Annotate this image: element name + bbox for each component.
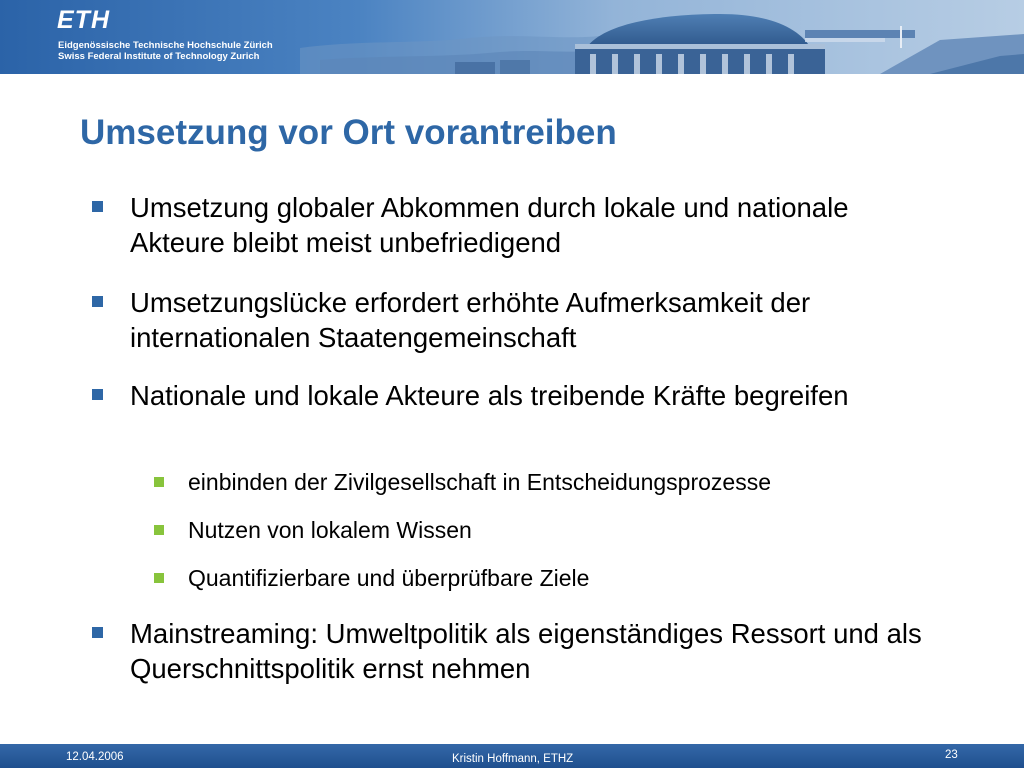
institution-name-en: Swiss Federal Institute of Technology Zurich [58,51,260,62]
eth-logo[interactable]: ETH [57,6,110,34]
bullet-text: Umsetzungslücke erfordert erhöhte Aufmerksamkeit der internationalen Staatengemeinschaft [130,287,811,353]
square-bullet-icon [92,389,103,400]
square-bullet-icon [92,296,103,307]
sub-bullet-item [188,516,472,544]
sub-bullet-text: Nutzen von lokalem Wissen [188,517,472,543]
sub-bullet-text: Quantifizierbare und überprüfbare Ziele [188,565,590,591]
sub-bullet-item [188,468,771,496]
square-bullet-icon [92,201,103,212]
green-square-bullet-icon [154,573,164,583]
bullet-item [130,285,950,355]
bullet-text: Umsetzung globaler Abkommen durch lokale und nationale Akteure bleibt meist unbefriedigend [130,192,849,258]
eth-building-photo [0,0,1024,74]
institution-name-de: Eidgenössische Technische Hochschule Zürich [58,40,273,51]
green-square-bullet-icon [154,525,164,535]
header-banner [0,0,1024,74]
bullet-text: Mainstreaming: Umweltpolitik als eigenständiges Ressort und als Querschnittspolitik ernst nehmen [130,618,922,684]
bullet-item [130,190,930,260]
square-bullet-icon [92,627,103,638]
green-square-bullet-icon [154,477,164,487]
bullet-item [130,616,930,686]
footer-date: 12.04.2006 [66,751,124,763]
footer-author: Kristin Hoffmann, ETHZ [452,753,574,765]
sub-bullet-item [188,564,589,592]
slide-title: Umsetzung vor Ort vorantreiben [80,113,617,152]
sub-bullet-text: einbinden der Zivilgesellschaft in Entscheidungsprozesse [188,469,772,495]
footer-bar [0,744,1024,768]
bullet-text: Nationale und lokale Akteure als treibende Kräfte begreifen [130,380,849,411]
bullet-item [130,378,890,413]
page-number: 23 [945,749,958,761]
